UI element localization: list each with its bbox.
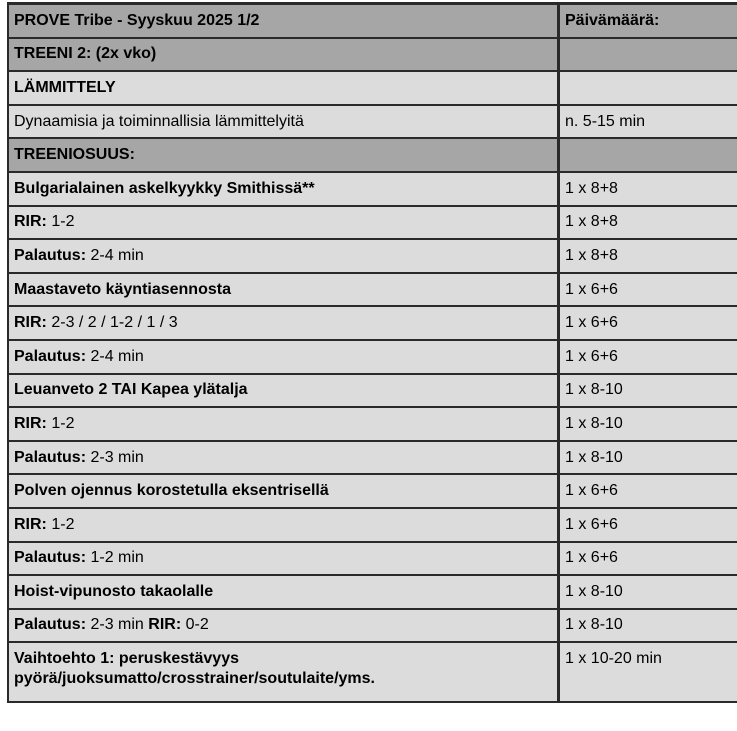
sets-cell[interactable]: 1 x 6+6 xyxy=(559,273,737,307)
rest-value: 2-3 min xyxy=(86,616,149,634)
date-label[interactable]: Päivämäärä: xyxy=(559,4,737,38)
exercise-value: 2-4 min xyxy=(86,246,144,264)
exercise-row xyxy=(8,306,737,340)
exercise-row xyxy=(8,508,737,542)
empty-cell[interactable] xyxy=(559,138,737,172)
cardio-line-2: pyörä/juoksumatto/crosstrainer/soutulaite/yms. xyxy=(14,670,375,688)
hoist-rest-sets[interactable]: 1 x 8-10 xyxy=(559,609,737,643)
sets-cell[interactable]: 1 x 8+8 xyxy=(559,172,737,206)
hoist-exercise[interactable]: Hoist-vipunosto takaolalle xyxy=(8,575,559,609)
exercise-label: Polven ojennus korostetulla eksentrisellä xyxy=(14,482,329,500)
rest-label: Palautus: xyxy=(14,616,87,634)
rir-label: RIR: xyxy=(148,616,182,634)
warmup-row xyxy=(8,105,737,139)
workout-table xyxy=(7,2,737,703)
cardio-sets[interactable]: 1 x 10-20 min xyxy=(559,642,737,702)
rir-value: 0-2 xyxy=(181,616,209,634)
exercise-row xyxy=(8,542,737,576)
hoist-rest-row xyxy=(8,609,737,643)
training-section-title[interactable]: TREENIOSUUS: xyxy=(8,138,559,172)
exercise-cell[interactable] xyxy=(8,172,559,206)
exercise-value: 1-2 min xyxy=(86,549,144,567)
exercise-row xyxy=(8,239,737,273)
exercise-label: RIR: xyxy=(14,515,47,533)
workout-section-row xyxy=(8,38,737,72)
empty-cell[interactable] xyxy=(559,71,737,105)
sets-cell[interactable]: 1 x 8-10 xyxy=(559,441,737,475)
warmup-description[interactable]: Dynaamisia ja toiminnallisia lämmittelyitä xyxy=(8,105,559,139)
title-row xyxy=(8,4,737,38)
exercise-row xyxy=(8,340,737,374)
sets-cell[interactable]: 1 x 8+8 xyxy=(559,206,737,240)
sets-cell[interactable]: 1 x 8-10 xyxy=(559,407,737,441)
exercise-value: 2-3 / 2 / 1-2 / 1 / 3 xyxy=(46,314,178,332)
exercise-label: Maastaveto käyntiasennosta xyxy=(14,280,231,298)
exercise-label: RIR: xyxy=(14,314,47,332)
cardio-row xyxy=(8,642,737,702)
workout-section-title[interactable]: TREENI 2: (2x vko) xyxy=(8,38,559,72)
exercise-value: 2-3 min xyxy=(86,448,144,466)
exercise-label: Leuanveto 2 TAI Kapea ylätalja xyxy=(14,381,248,399)
exercise-cell[interactable] xyxy=(8,407,559,441)
exercise-value: 1-2 xyxy=(46,515,75,533)
hoist-row xyxy=(8,575,737,609)
exercise-label: RIR: xyxy=(14,414,47,432)
exercise-row xyxy=(8,206,737,240)
exercise-row xyxy=(8,474,737,508)
exercise-row xyxy=(8,172,737,206)
empty-cell[interactable] xyxy=(559,38,737,72)
exercise-cell[interactable] xyxy=(8,340,559,374)
exercise-cell[interactable] xyxy=(8,508,559,542)
training-section-row xyxy=(8,138,737,172)
sets-cell[interactable]: 1 x 6+6 xyxy=(559,508,737,542)
exercise-cell[interactable] xyxy=(8,374,559,408)
exercise-cell[interactable] xyxy=(8,273,559,307)
exercise-row xyxy=(8,374,737,408)
cardio-cell[interactable] xyxy=(8,642,559,702)
exercise-row xyxy=(8,407,737,441)
exercise-label: Bulgarialainen askelkyykky Smithissä** xyxy=(14,179,315,197)
exercise-cell[interactable] xyxy=(8,206,559,240)
sheet-title[interactable]: PROVE Tribe - Syyskuu 2025 1/2 xyxy=(8,4,559,38)
exercise-row xyxy=(8,441,737,475)
exercise-label: Palautus: xyxy=(14,246,87,264)
sets-cell[interactable]: 1 x 6+6 xyxy=(559,474,737,508)
cardio-line-1: Vaihtoehto 1: peruskestävyys xyxy=(14,650,239,668)
exercise-value: 1-2 xyxy=(46,213,75,231)
exercise-label: RIR: xyxy=(14,213,47,231)
workout-table-body xyxy=(8,4,737,703)
warmup-section-row xyxy=(8,71,737,105)
exercise-row xyxy=(8,273,737,307)
sets-cell[interactable]: 1 x 8+8 xyxy=(559,239,737,273)
hoist-rest-cell[interactable] xyxy=(8,609,559,643)
exercise-label: Palautus: xyxy=(14,347,87,365)
exercise-cell[interactable] xyxy=(8,306,559,340)
exercise-label: Palautus: xyxy=(14,549,87,567)
hoist-sets[interactable]: 1 x 8-10 xyxy=(559,575,737,609)
exercise-label: Palautus: xyxy=(14,448,87,466)
exercise-value: 2-4 min xyxy=(86,347,144,365)
warmup-section-title[interactable]: LÄMMITTELY xyxy=(8,71,559,105)
sets-cell[interactable]: 1 x 6+6 xyxy=(559,306,737,340)
exercise-cell[interactable] xyxy=(8,474,559,508)
sets-cell[interactable]: 1 x 6+6 xyxy=(559,340,737,374)
sets-cell[interactable]: 1 x 6+6 xyxy=(559,542,737,576)
warmup-time[interactable]: n. 5-15 min xyxy=(559,105,737,139)
sets-cell[interactable]: 1 x 8-10 xyxy=(559,374,737,408)
exercise-cell[interactable] xyxy=(8,441,559,475)
exercise-cell[interactable] xyxy=(8,239,559,273)
exercise-value: 1-2 xyxy=(46,414,75,432)
exercise-cell[interactable] xyxy=(8,542,559,576)
